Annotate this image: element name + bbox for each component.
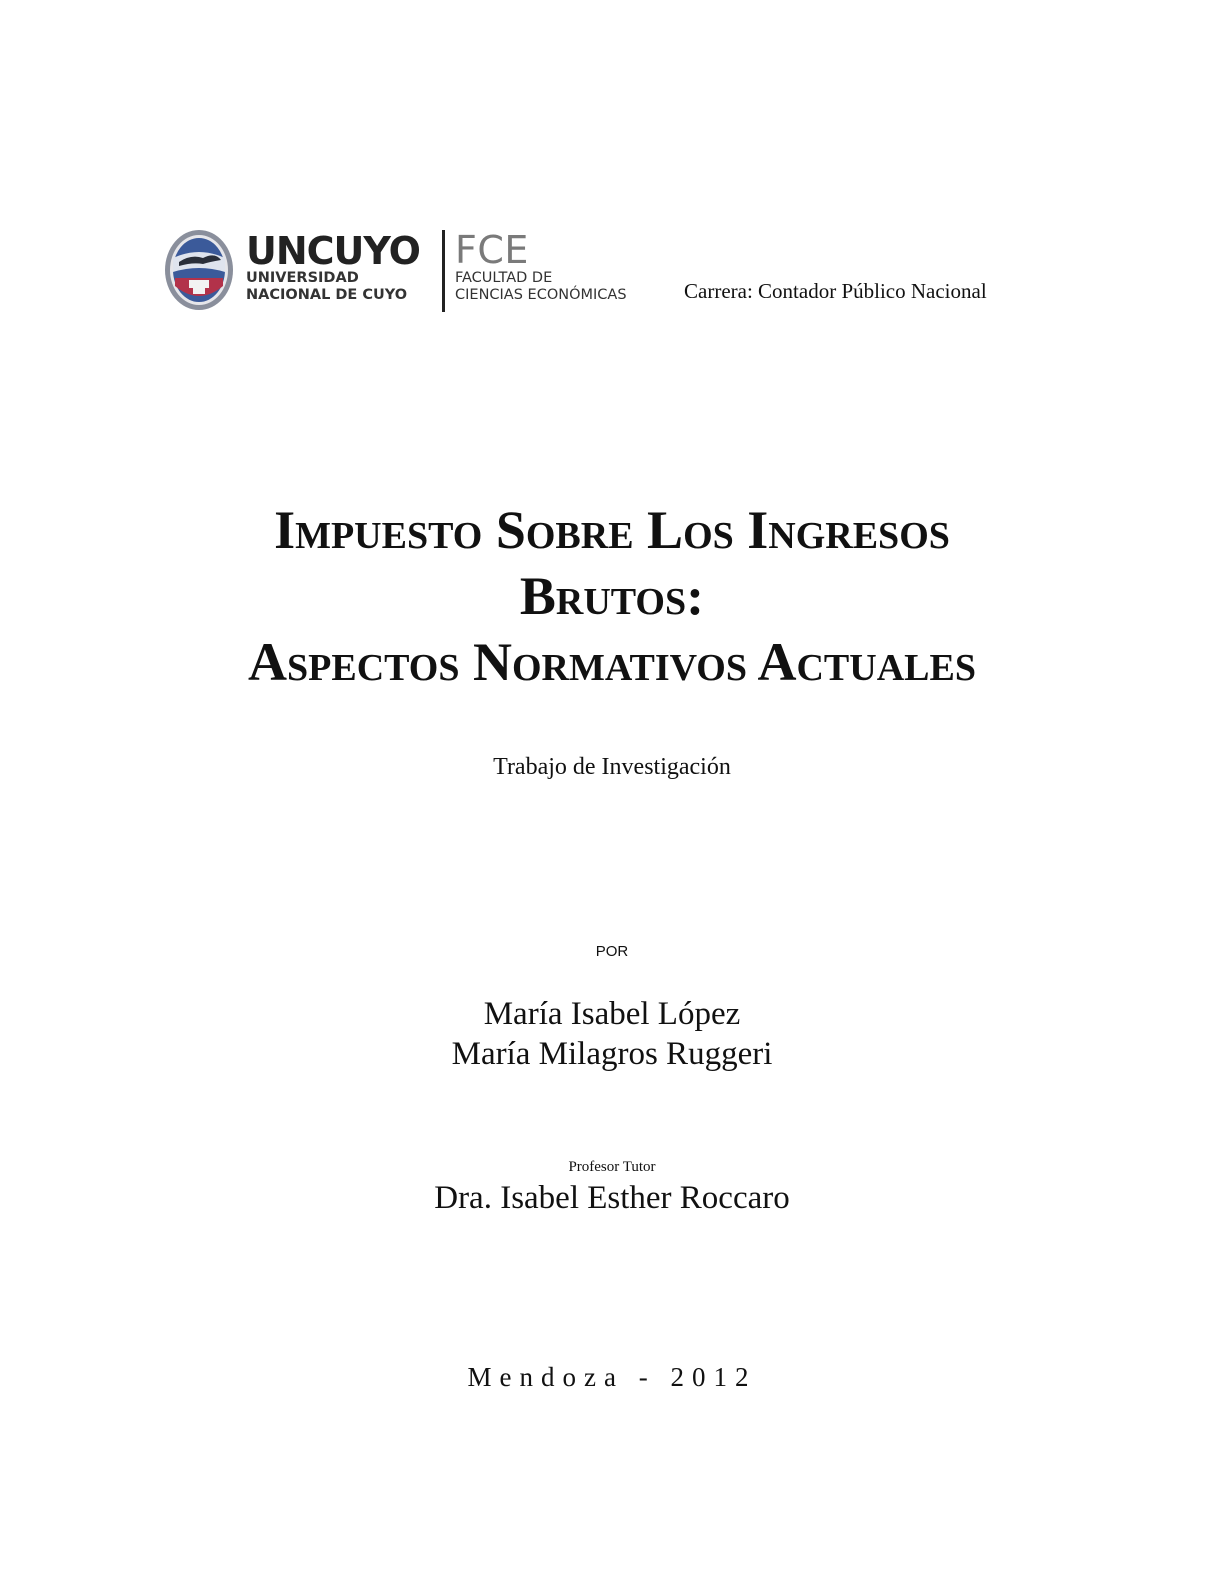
tutor-name: Dra. Isabel Esther Roccaro bbox=[434, 1180, 790, 1216]
fce-wordmark bbox=[455, 230, 665, 304]
title-line-1: Impuesto Sobre Los Ingresos bbox=[274, 500, 950, 560]
by-label: POR bbox=[595, 943, 629, 960]
fce-abbr: FCE bbox=[455, 228, 529, 272]
career-label: Carrera: Contador Público Nacional bbox=[684, 279, 987, 303]
logo-divider bbox=[442, 230, 445, 312]
author-name: María Isabel López bbox=[483, 996, 741, 1032]
fce-line2: CIENCIAS ECONÓMICAS bbox=[455, 287, 627, 303]
uncuyo-line2: NACIONAL DE CUYO bbox=[246, 287, 408, 303]
authors-block bbox=[0, 994, 1224, 1074]
title-line-3: Aspectos Normativos Actuales bbox=[248, 632, 976, 692]
tutor-label: Profesor Tutor bbox=[568, 1159, 656, 1175]
uncuyo-wordmark bbox=[246, 229, 436, 304]
fce-line1: FACULTAD DE bbox=[455, 270, 553, 286]
title-line-2: Brutos: bbox=[519, 566, 705, 626]
document-title bbox=[0, 497, 1224, 695]
header-logo-block bbox=[163, 228, 1043, 318]
place-and-year: Mendoza - 2012 bbox=[467, 1362, 757, 1392]
author-name: María Milagros Ruggeri bbox=[451, 1036, 773, 1072]
uncuyo-name: UNCUYO bbox=[246, 229, 420, 273]
university-seal-icon bbox=[163, 228, 235, 312]
document-subtitle: Trabajo de Investigación bbox=[493, 754, 731, 780]
uncuyo-line1: UNIVERSIDAD bbox=[246, 270, 359, 286]
